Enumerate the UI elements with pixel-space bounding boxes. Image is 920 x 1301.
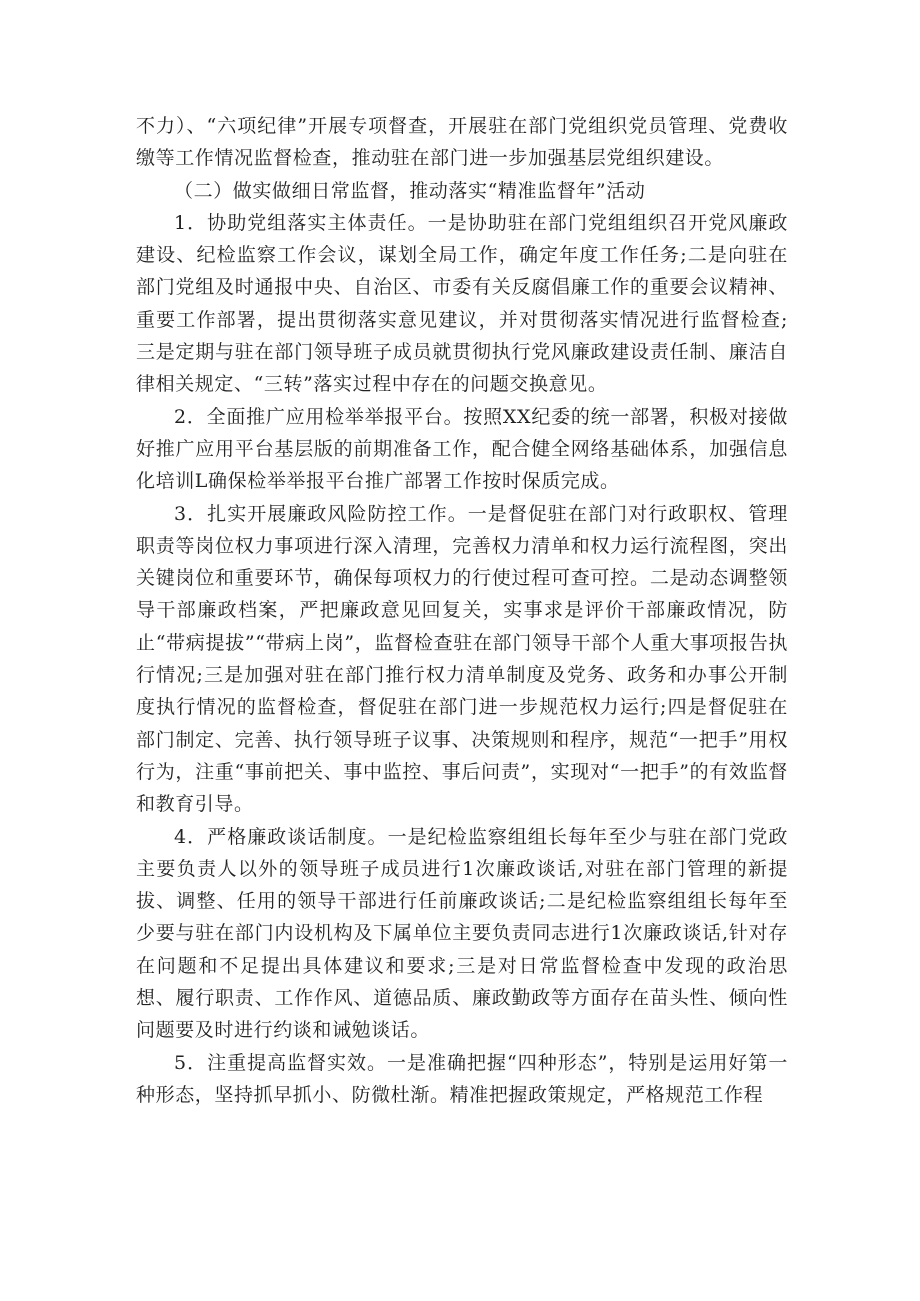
paragraph-item-2: 2．全面推广应用检举举报平台。按照XX纪委的统一部署，积极对接做好推广应用平台基层版的前期准备工作，配合健全网络基础体系，加强信息化培训L确保检举举报平台推广部署工作按时保质完成。: [136, 405, 788, 493]
paragraph-item-1: 1．协助党组落实主体责任。一是协助驻在部门党组组织召开党风廉政建设、纪检监察工作会议，谋划全局工作，确定年度工作任务;二是向驻在部门党组及时通报中央、自治区、市委有关反腐倡廉工作的重要会议精神、重要工作部署，提出贯彻落实意见建议，并对贯彻落实情况进行监督检查;三是定期与驻在部门领导班子成员就贯彻执行党风廉政建设责任制、廉洁自律相关规定、“三转”落实过程中存在的问题交换意见。: [136, 211, 788, 396]
paragraph-item-4: 4．严格廉政谈话制度。一是纪检监察组组长每年至少与驻在部门党政主要负责人以外的领导班子成员进行1次廉政谈话,对驻在部门管理的新提拔、调整、任用的领导干部进行任前廉政谈话;二是纪检监察组组长每年至少要与驻在部门内设机构及下属单位主要负责同志进行1次廉政谈话,针对存在问题和不足提出具体建议和要求;三是对日常监督检查中发现的政治思想、履行职责、工作作风、道德品质、廉政勤政等方面存在苗头性、倾向性问题要及时进行约谈和诫勉谈话。: [136, 825, 788, 1042]
document-body: [136, 110, 788, 1111]
section-heading-2: （二）做实做细日常监督，推动落实“精准监督年”活动: [174, 179, 646, 202]
paragraph-item-3: 3．扎实开展廉政风险防控工作。一是督促驻在部门对行政职权、管理职责等岗位权力事项进行深入清理，完善权力清单和权力运行流程图，突出关键岗位和重要环节，确保每项权力的行使过程可查可控。二是动态调整领导干部廉政档案，严把廉政意见回复关，实事求是评价干部廉政情况，防止“带病提拔”“带病上岗”，监督检查驻在部门领导干部个人重大事项报告执行情况;三是加强对驻在部门推行权力清单制度及党务、政务和办事公开制度执行情况的监督检查，督促驻在部门进一步规范权力运行;四是督促驻在部门制定、完善、执行领导班子议事、决策规则和程序，规范“一把手”用权行为，注重“事前把关、事中监控、事后问责”，实现对“一把手”的有效监督和教育引导。: [136, 502, 788, 816]
paragraph-continuation: 不力）、“六项纪律”开展专项督查，开展驻在部门党组织党员管理、党费收缴等工作情况监督检查，推动驻在部门进一步加强基层党组织建设。: [136, 115, 788, 170]
paragraph-item-5: 5．注重提高监督实效。一是准确把握“四种形态”，特别是运用好第一种形态，坚持抓早抓小、防微杜渐。精准把握政策规定，严格规范工作程: [136, 1051, 788, 1106]
